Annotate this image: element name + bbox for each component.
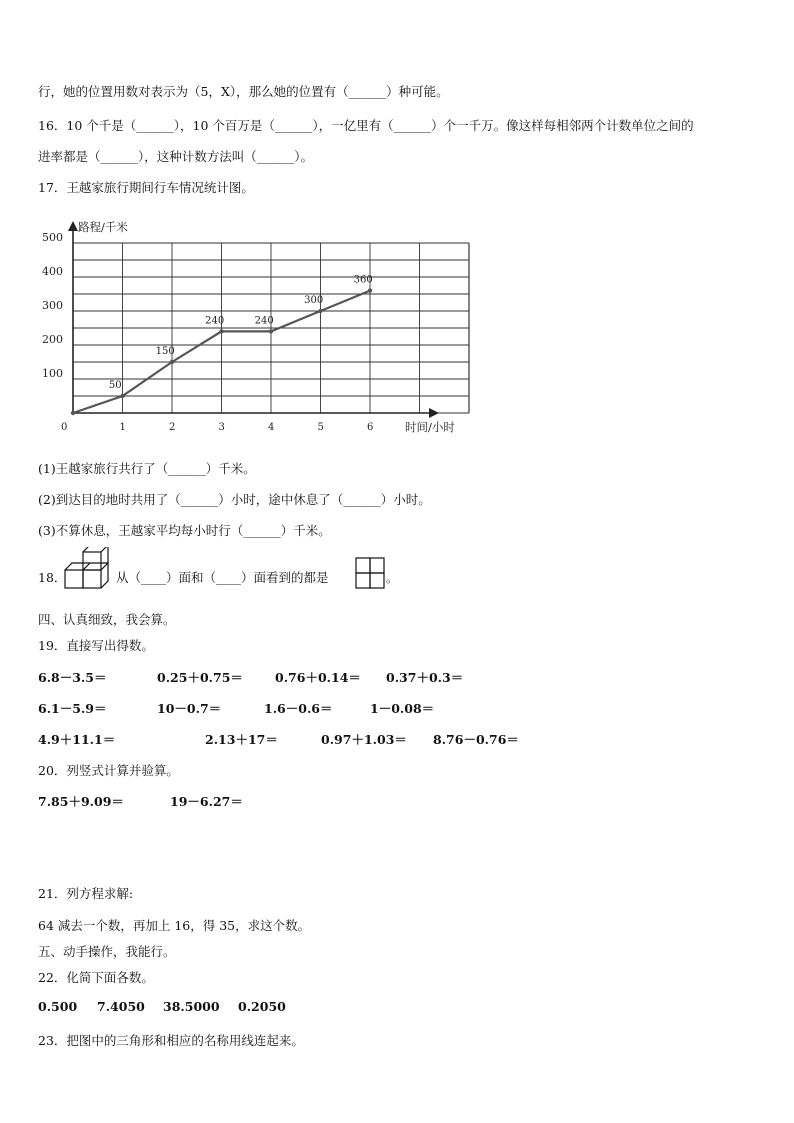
data-point (71, 411, 75, 415)
q16-line1: 16．10 个千是（______），10 个百万是（______），一亿里有（______）个一千万。像这样每相邻两个计数单位之间的 (38, 118, 694, 133)
x-tick-label: 5 (317, 422, 324, 433)
x-tick-label: 1 (119, 422, 126, 433)
q19-item: 0.37＋0.3＝ (386, 670, 464, 685)
data-label: 360 (353, 274, 373, 286)
q21-title: 21．列方程求解: (38, 886, 134, 901)
q23-title: 23．把图中的三角形和相应的名称用线连起来。 (38, 1033, 304, 1048)
q19-title: 19．直接写出得数。 (38, 638, 154, 653)
data-label: 50 (108, 380, 122, 391)
y-tick-label: 300 (42, 299, 63, 312)
q22-number: 0.2050 (238, 999, 286, 1014)
data-label: 150 (155, 346, 175, 357)
q18-end: 。 (386, 570, 399, 585)
x-tick-label: 2 (169, 422, 176, 433)
x-tick-label: 3 (218, 422, 225, 433)
q17-title: 17．王越家旅行期间行车情况统计图。 (38, 180, 254, 195)
data-point (318, 309, 322, 313)
q19-item: 6.8－3.5＝ (38, 670, 107, 685)
y-tick-label: 100 (42, 367, 63, 380)
q20-item: 19－6.27＝ (170, 794, 243, 809)
q20-item: 7.85＋9.09＝ (38, 794, 124, 809)
q19-item: 0.76＋0.14＝ (275, 670, 361, 685)
q19-item: 0.25＋0.75＝ (157, 670, 243, 685)
view-grid-figure (355, 557, 387, 591)
x-axis-arrow (429, 408, 439, 418)
cube-stack-figure (64, 547, 116, 591)
x-tick-label: 4 (268, 422, 275, 433)
q21-text: 64 减去一个数，再加上 16，得 35，求这个数。 (38, 918, 311, 933)
data-label: 240 (254, 315, 274, 327)
q17-sub2: (2)到达目的地时共用了（______）小时，途中休息了（______）小时。 (38, 492, 431, 507)
chart-ticks (42, 231, 373, 433)
data-label: 300 (304, 295, 324, 306)
section-4-heading: 四、认真细致，我会算。 (38, 612, 176, 627)
data-point (269, 329, 273, 333)
q19-item: 4.9＋11.1＝ (38, 732, 116, 747)
y-tick-label: 400 (42, 265, 63, 278)
y-tick-label: 500 (42, 231, 63, 244)
x-tick-label: 0 (61, 422, 68, 433)
q17-sub1: (1)王越家旅行共行了（______）千米。 (38, 461, 256, 476)
data-point (170, 360, 174, 364)
q19-item: 6.1－5.9＝ (38, 701, 107, 716)
q22-number: 38.5000 (163, 999, 220, 1014)
q19-item: 8.76－0.76＝ (433, 732, 519, 747)
q18-number: 18． (38, 570, 67, 585)
q15-continuation: 行，她的位置用数对表示为（5，X），那么她的位置有（______）种可能。 (38, 84, 449, 99)
y-axis-label: 路程/千米 (78, 220, 128, 234)
data-point (219, 329, 223, 333)
q17-sub3: (3)不算休息，王越家平均每小时行（______）千米。 (38, 523, 331, 538)
q19-item: 10－0.7＝ (157, 701, 222, 716)
y-axis-arrow (68, 221, 78, 231)
q22-title: 22．化简下面各数。 (38, 970, 154, 985)
q18-text: 从（____）面和（____）面看到的都是 (116, 570, 329, 585)
data-point (120, 394, 124, 398)
q16-line2: 进率都是（______），这种计数方法叫（______）。 (38, 149, 314, 164)
q22-number: 0.500 (38, 999, 78, 1014)
q19-item: 1.6－0.6＝ (264, 701, 333, 716)
chart-axes (68, 221, 439, 418)
x-tick-label: 6 (367, 422, 374, 433)
q19-item: 0.97＋1.03＝ (321, 732, 407, 747)
q19-item: 1－0.08＝ (370, 701, 435, 716)
q20-title: 20．列竖式计算并验算。 (38, 763, 179, 778)
q22-number: 7.4050 (97, 999, 145, 1014)
q19-item: 2.13＋17＝ (205, 732, 278, 747)
x-axis-label: 时间/小时 (405, 420, 455, 434)
data-label: 240 (205, 315, 225, 327)
travel-line-chart (38, 215, 478, 440)
section-5-heading: 五、动手操作，我能行。 (38, 944, 176, 959)
y-tick-label: 200 (42, 333, 63, 346)
data-point (368, 288, 372, 292)
chart-grid (73, 243, 469, 413)
